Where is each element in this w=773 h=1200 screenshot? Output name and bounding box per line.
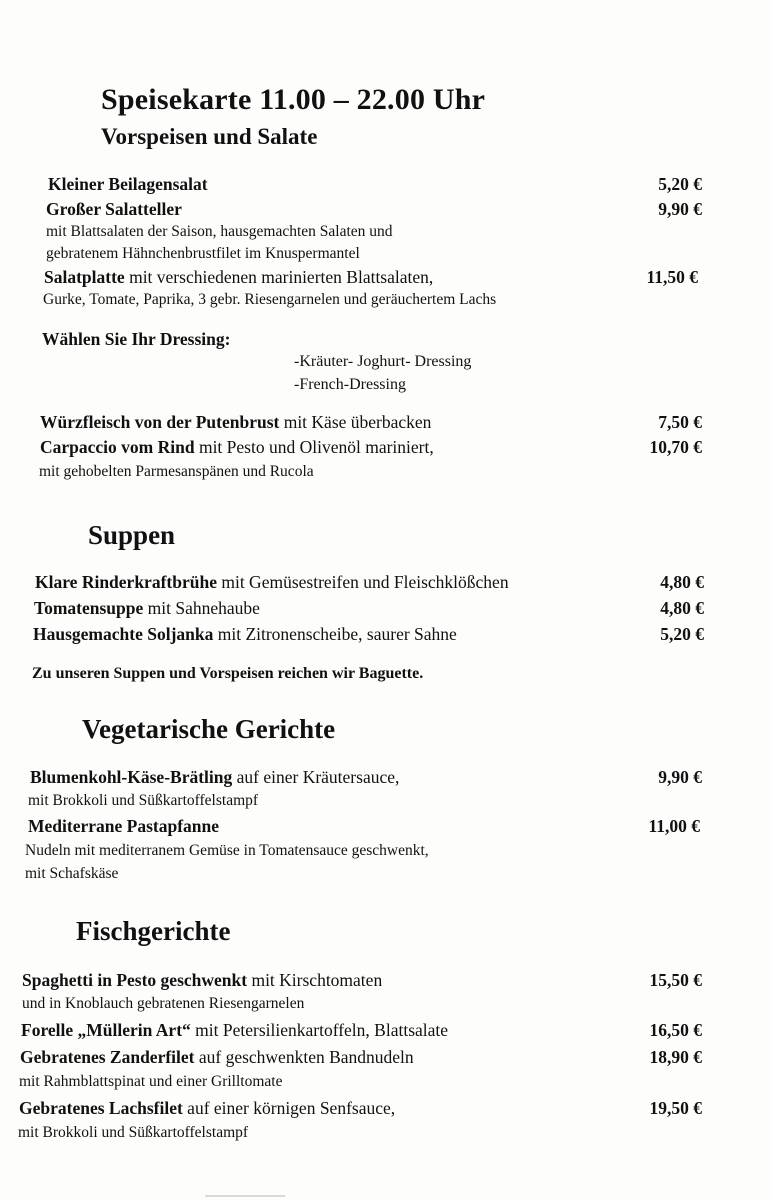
item-description: mit Brokkoli und Süßkartoffelstampf <box>28 792 259 809</box>
item-inline-desc: mit Zitronenscheibe, saurer Sahne <box>213 624 457 644</box>
item-inline-desc: mit Pesto und Olivenöl mariniert, <box>194 437 434 457</box>
item-description: und in Knoblauch gebratenen Riesengarnelen <box>22 995 305 1012</box>
item-inline-desc: mit verschiedenen marinierten Blattsalaten, <box>124 267 434 287</box>
baguette-note: Zu unseren Suppen und Vorspeisen reichen wir Baguette. <box>32 665 424 682</box>
item-name: Klare Rinderkraftbrühe <box>35 572 217 592</box>
item-inline-desc: mit Sahnehaube <box>143 598 260 618</box>
item-inline-desc: auf geschwenkten Bandnudeln <box>194 1047 414 1067</box>
scan-artifact <box>205 1195 285 1197</box>
menu-item <box>28 816 219 837</box>
item-inline-desc: auf einer körnigen Senfsauce, <box>182 1098 396 1118</box>
item-inline-desc: mit Petersilienkartoffeln, Blattsalate <box>190 1020 449 1040</box>
item-name: Großer Salatteller <box>46 199 182 219</box>
item-description: mit Schafskäse <box>25 865 119 882</box>
section-heading-vegetarisch: Vegetarische Gerichte <box>82 714 336 744</box>
item-name: Hausgemachte Soljanka <box>33 624 214 644</box>
item-price: 5,20 € <box>660 624 704 644</box>
item-name: Würzfleisch von der Putenbrust <box>40 412 280 432</box>
dressing-option: -Kräuter- Joghurt- Dressing <box>294 353 472 370</box>
menu-item <box>46 199 182 220</box>
item-name: Spaghetti in Pesto geschwenkt <box>22 970 248 990</box>
item-inline-desc: mit Kirschtomaten <box>247 970 383 990</box>
menu-item <box>48 174 208 195</box>
item-price: 10,70 € <box>649 437 702 457</box>
item-description: mit Blattsalaten der Saison, hausgemachten Salaten und <box>46 223 393 240</box>
item-inline-desc: mit Käse überbacken <box>279 412 432 432</box>
item-price: 15,50 € <box>649 970 702 990</box>
item-name: Tomatensuppe <box>34 598 144 618</box>
dressing-option: -French-Dressing <box>294 376 406 393</box>
item-name: Forelle „Müllerin Art“ <box>21 1020 191 1040</box>
menu-item <box>44 267 433 288</box>
item-price: 19,50 € <box>649 1098 702 1118</box>
menu-item <box>19 1098 395 1119</box>
item-name: Gebratenes Lachsfilet <box>19 1098 183 1118</box>
menu-item <box>30 767 399 788</box>
item-price: 18,90 € <box>649 1047 702 1067</box>
item-description: mit Rahmblattspinat und einer Grilltomate <box>19 1073 283 1090</box>
item-price: 16,50 € <box>649 1020 702 1040</box>
section-heading-suppen: Suppen <box>88 520 176 550</box>
item-price: 4,80 € <box>660 572 704 592</box>
page-title: Speisekarte 11.00 – 22.00 Uhr <box>101 83 486 116</box>
dressing-label: Wählen Sie Ihr Dressing: <box>42 329 231 349</box>
item-price: 7,50 € <box>658 412 702 432</box>
item-description: Nudeln mit mediterranem Gemüse in Tomatensauce geschwenkt, <box>25 842 429 859</box>
menu-item <box>35 572 509 593</box>
menu-item <box>34 598 260 619</box>
item-price: 5,20 € <box>658 174 702 194</box>
item-inline-desc: auf einer Kräutersauce, <box>232 767 400 787</box>
item-description: gebratenem Hähnchenbrustfilet im Knuspermantel <box>46 245 360 262</box>
item-price: 4,80 € <box>660 598 704 618</box>
section-heading-vorspeisen: Vorspeisen und Salate <box>101 124 318 149</box>
item-description: Gurke, Tomate, Paprika, 3 gebr. Riesengarnelen und geräuchertem Lachs <box>43 291 497 308</box>
item-name: Salatplatte <box>44 267 125 287</box>
menu-item <box>21 1020 448 1041</box>
item-description: mit Brokkoli und Süßkartoffelstampf <box>18 1124 249 1141</box>
item-price: 11,50 € <box>646 267 698 287</box>
menu-item <box>40 412 431 433</box>
menu-item <box>40 437 434 458</box>
item-name: Gebratenes Zanderfilet <box>20 1047 195 1067</box>
item-price: 9,90 € <box>658 767 702 787</box>
item-price: 9,90 € <box>658 199 702 219</box>
item-name: Blumenkohl-Käse-Brätling <box>30 767 233 787</box>
item-price: 11,00 € <box>648 816 700 836</box>
section-heading-fisch: Fischgerichte <box>76 916 231 946</box>
item-description: mit gehobelten Parmesanspänen und Rucola <box>39 463 314 480</box>
item-name: Kleiner Beilagensalat <box>48 174 208 194</box>
menu-item <box>22 970 382 991</box>
menu-item <box>33 624 457 645</box>
item-name: Carpaccio vom Rind <box>40 437 195 457</box>
menu-item <box>20 1047 414 1068</box>
item-inline-desc: mit Gemüsestreifen und Fleischklößchen <box>216 572 509 592</box>
item-name: Mediterrane Pastapfanne <box>28 816 220 836</box>
